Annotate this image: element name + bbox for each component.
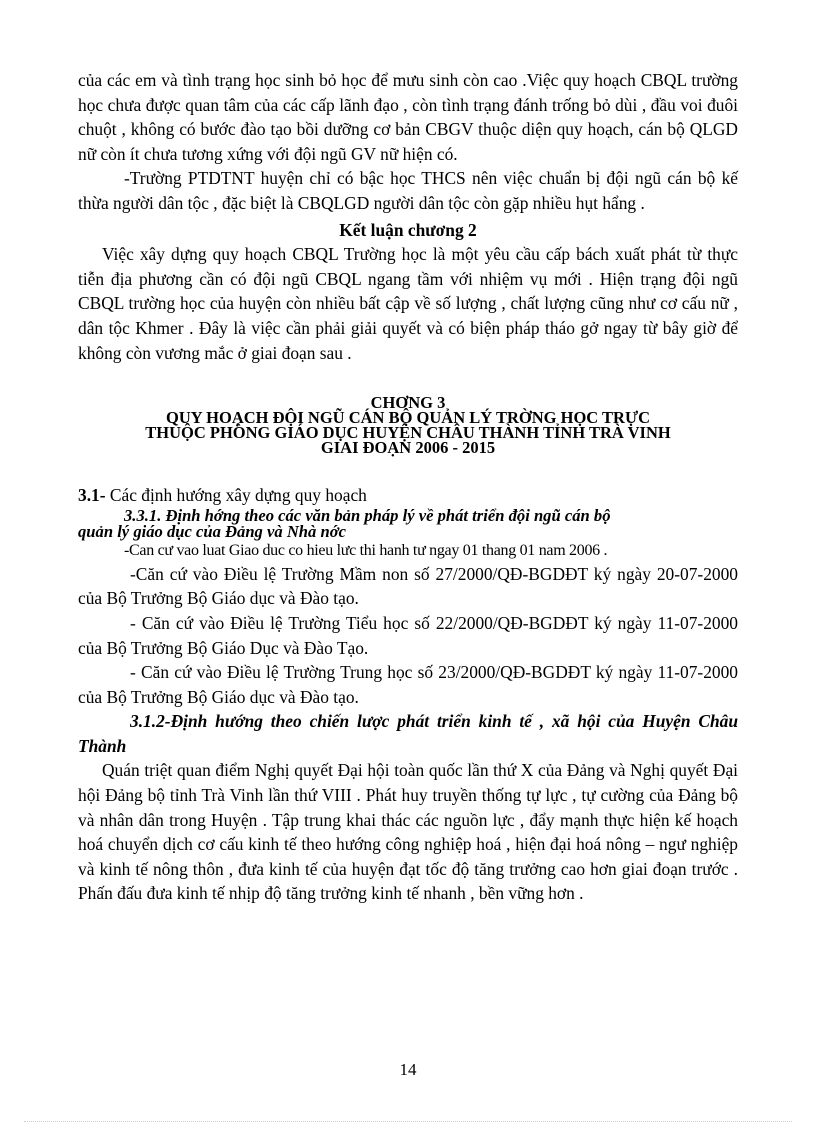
chapter-heading <box>78 393 738 458</box>
paragraph-secondary-regulation: - Căn cứ vào Điều lệ Trường Trung học số 23/2000/QĐ-BGDĐT ký ngày 11-07-2000 của Bộ Trưởng Bộ Giáo dục và Đào tạo. <box>78 662 738 707</box>
chapter-number: CHƠNG 3 <box>370 393 446 413</box>
page-number: 14 <box>399 1060 417 1079</box>
footer-divider <box>24 1121 792 1122</box>
subsection-3-1-2-heading: 3.1.2-Định hướng theo chiến lược phát triển kinh tế , xã hội của Huyện Châu Thành <box>78 711 738 756</box>
section-3-1-title: Các định hướng xây dựng quy hoạch <box>105 485 367 506</box>
conclusion-heading: Kết luận chương 2 <box>339 219 477 240</box>
subsection-3-3-1-line-1: 3.3.1. Định hớng theo các văn bản pháp lý về phát triển đội ngũ cán bộ <box>124 505 611 525</box>
chapter-title-line-1: QUY HOẠCH ĐỘI NGŨ CÁN BỘ QUẢN LÝ TRỜNG HỌC TRỰC <box>165 408 651 428</box>
chapter-title-line-2: THUỘC PHÒNG GIÁO DỤC HUYỆN CHÂU THÀNH TỈNH TRÀ VINH <box>145 423 671 443</box>
paragraph-education-law: -Can cư vao luat Giao duc co hieu lưc thi hanh tư ngay 01 thang 01 nam 2006 . <box>124 541 608 559</box>
paragraph-ptdtnt: -Trường PTDTNT huyện chỉ có bậc học THCS nên việc chuẩn bị đội ngũ cán bộ kế thừa người dân tộc , đặc biệt là CBQLGD người dân tộc còn gặp nhiều hụt hẩng . <box>78 168 738 213</box>
paragraph-conclusion: Việc xây dựng quy hoạch CBQL Trường học là một yêu cầu cấp bách xuất phát từ thực tiễn địa phương cần có đội ngũ CBQL ngang tầm với nhiệm vụ mới . Hiện trạng đội ngũ CBQL trường học của huyện còn nhiều bất cập về số lượng , chất lượng cũng như cơ cấu nữ , dân tộc Khmer . Đây là việc cần phải giải quyết và có biện pháp tháo gở ngay từ bây giờ để không còn vương mắc ở giai đoạn sau . <box>78 244 738 363</box>
paragraph-continuation: của các em và tình trạng học sinh bỏ học để mưu sinh còn cao .Việc quy hoạch CBQL trường học chưa được quan tâm của các cấp lãnh đạo , còn tình trạng đánh trống bỏ dùi , đầu voi đuôi chuột , không có bước đào tạo bồi dưỡng cơ bản CBGV thuộc diện quy hoạch, cán bộ QLGD nữ còn ít chưa tương xứng với đội ngũ GV nữ hiện có. <box>78 70 738 164</box>
paragraph-economic-strategy: Quán triệt quan điểm Nghị quyết Đại hội toàn quốc lần thứ X của Đảng và Nghị quyết Đại hội Đảng bộ tỉnh Trà Vinh lần thứ VIII . Phát huy truyền thống tự lực , tự cường của Đảng bộ và nhân dân trong Huyện . Tập trung khai thác các nguồn lực , đẩy mạnh thực hiện kế hoạch hoá chuyển dịch cơ cấu kinh tế theo hướng công nghiệp hoá , hiện đại hoá nông – ngư nghiệp và kinh tế nông thôn , đưa kinh tế của huyện đạt tốc độ tăng trưởng cao hơn giai đoạn trước . Phấn đấu đưa kinh tế nhịp độ tăng trưởng kinh tế nhanh , bền vững hơn . <box>78 760 738 904</box>
section-3-1-heading <box>78 483 738 508</box>
subsection-3-3-1-heading <box>78 505 738 541</box>
subsection-3-3-1-line-2: quản lý giáo dục của Đảng và Nhà nớc <box>78 521 346 541</box>
document-body <box>78 68 738 906</box>
section-3-1-number: 3.1- <box>78 485 106 506</box>
paragraph-kindergarten-regulation: -Căn cứ vào Điều lệ Trường Mầm non số 27/2000/QĐ-BGDĐT ký ngày 20-07-2000 của Bộ Trưởng Bộ Giáo dục và Đào tạo. <box>78 563 738 609</box>
chapter-title-line-3: GIAI ĐOẠN 2006 - 2015 <box>320 438 496 458</box>
paragraph-primary-regulation: - Căn cứ vào Điều lệ Trường Tiểu học số 22/2000/QĐ-BGDĐT ký ngày 11-07-2000 của Bộ Trưởng Bộ Giáo Dục và Đào Tạo. <box>78 612 738 658</box>
